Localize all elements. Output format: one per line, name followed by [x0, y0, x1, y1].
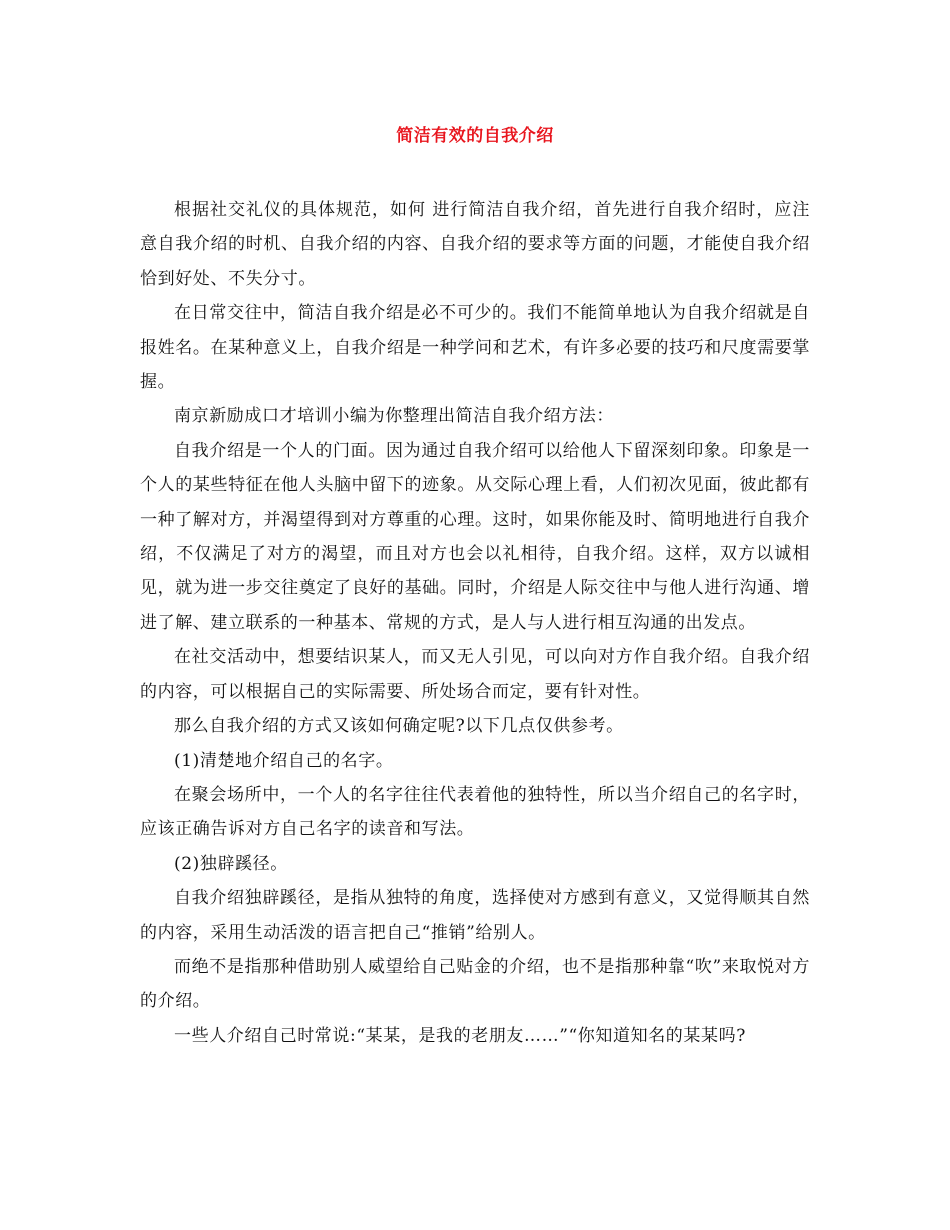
- paragraph: 自我介绍是一个人的门面。因为通过自我介绍可以给他人下留深刻印象。印象是一个人的某些特征在他人头脑中留下的迹象。从交际心理上看，人们初次见面，彼此都有一种了解对方，并渴望得到对方尊重的心理。这时，如果你能及时、简明地进行自我介绍，不仅满足了对方的渴望，而且对方也会以礼相待，自我介绍。这样，双方以诚相见，就为进一步交往奠定了良好的基础。同时，介绍是人际交往中与他人进行沟通、增进了解、建立联系的一种基本、常规的方式，是人与人进行相互沟通的出发点。: [140, 440, 810, 633]
- paragraph: (2)独辟蹊径。: [174, 853, 288, 874]
- paragraph: 根据社交礼仪的具体规范，如何 进行简洁自我介绍，首先进行自我介绍时，应注意自我介绍的时机、自我介绍的内容、自我介绍的要求等方面的问题，才能使自我介绍恰到好处、不失分寸。: [140, 200, 810, 289]
- paragraph: 南京新励成口才培训小编为你整理出简洁自我介绍方法：: [174, 406, 614, 427]
- paragraph: 而绝不是指那种借助别人威望给自己贴金的介绍，也不是指那种靠“吹”来取悦对方的介绍。: [140, 956, 810, 1012]
- paragraph: 在日常交往中，简洁自我介绍是必不可少的。我们不能简单地认为自我介绍就是自报姓名。在某种意义上，自我介绍是一种学问和艺术，有许多必要的技巧和尺度需要掌握。: [140, 303, 810, 393]
- paragraph: 那么自我介绍的方式又该如何确定呢?以下几点仅供参考。: [174, 716, 624, 737]
- paragraph: 自我介绍独辟蹊径，是指从独特的角度，选择使对方感到有意义，又觉得顺其自然的内容，采用生动活泼的语言把自己“推销”给别人。: [140, 888, 810, 943]
- paragraph: 一些人介绍自己时常说:“某某，是我的老朋友……”“你知道知名的某某吗?: [174, 1025, 746, 1046]
- paragraph: (1)清楚地介绍自己的名字。: [174, 750, 394, 771]
- document-title: 简洁有效的自我介绍: [396, 126, 554, 146]
- paragraph: 在社交活动中，想要结识某人，而又无人引见，可以向对方作自我介绍。自我介绍的内容，可以根据自己的实际需要、所处场合而定，要有针对性。: [140, 647, 810, 702]
- paragraph: 在聚会场所中，一个人的名字往往代表着他的独特性，所以当介绍自己的名字时，应该正确告诉对方自己名字的读音和写法。: [140, 784, 810, 840]
